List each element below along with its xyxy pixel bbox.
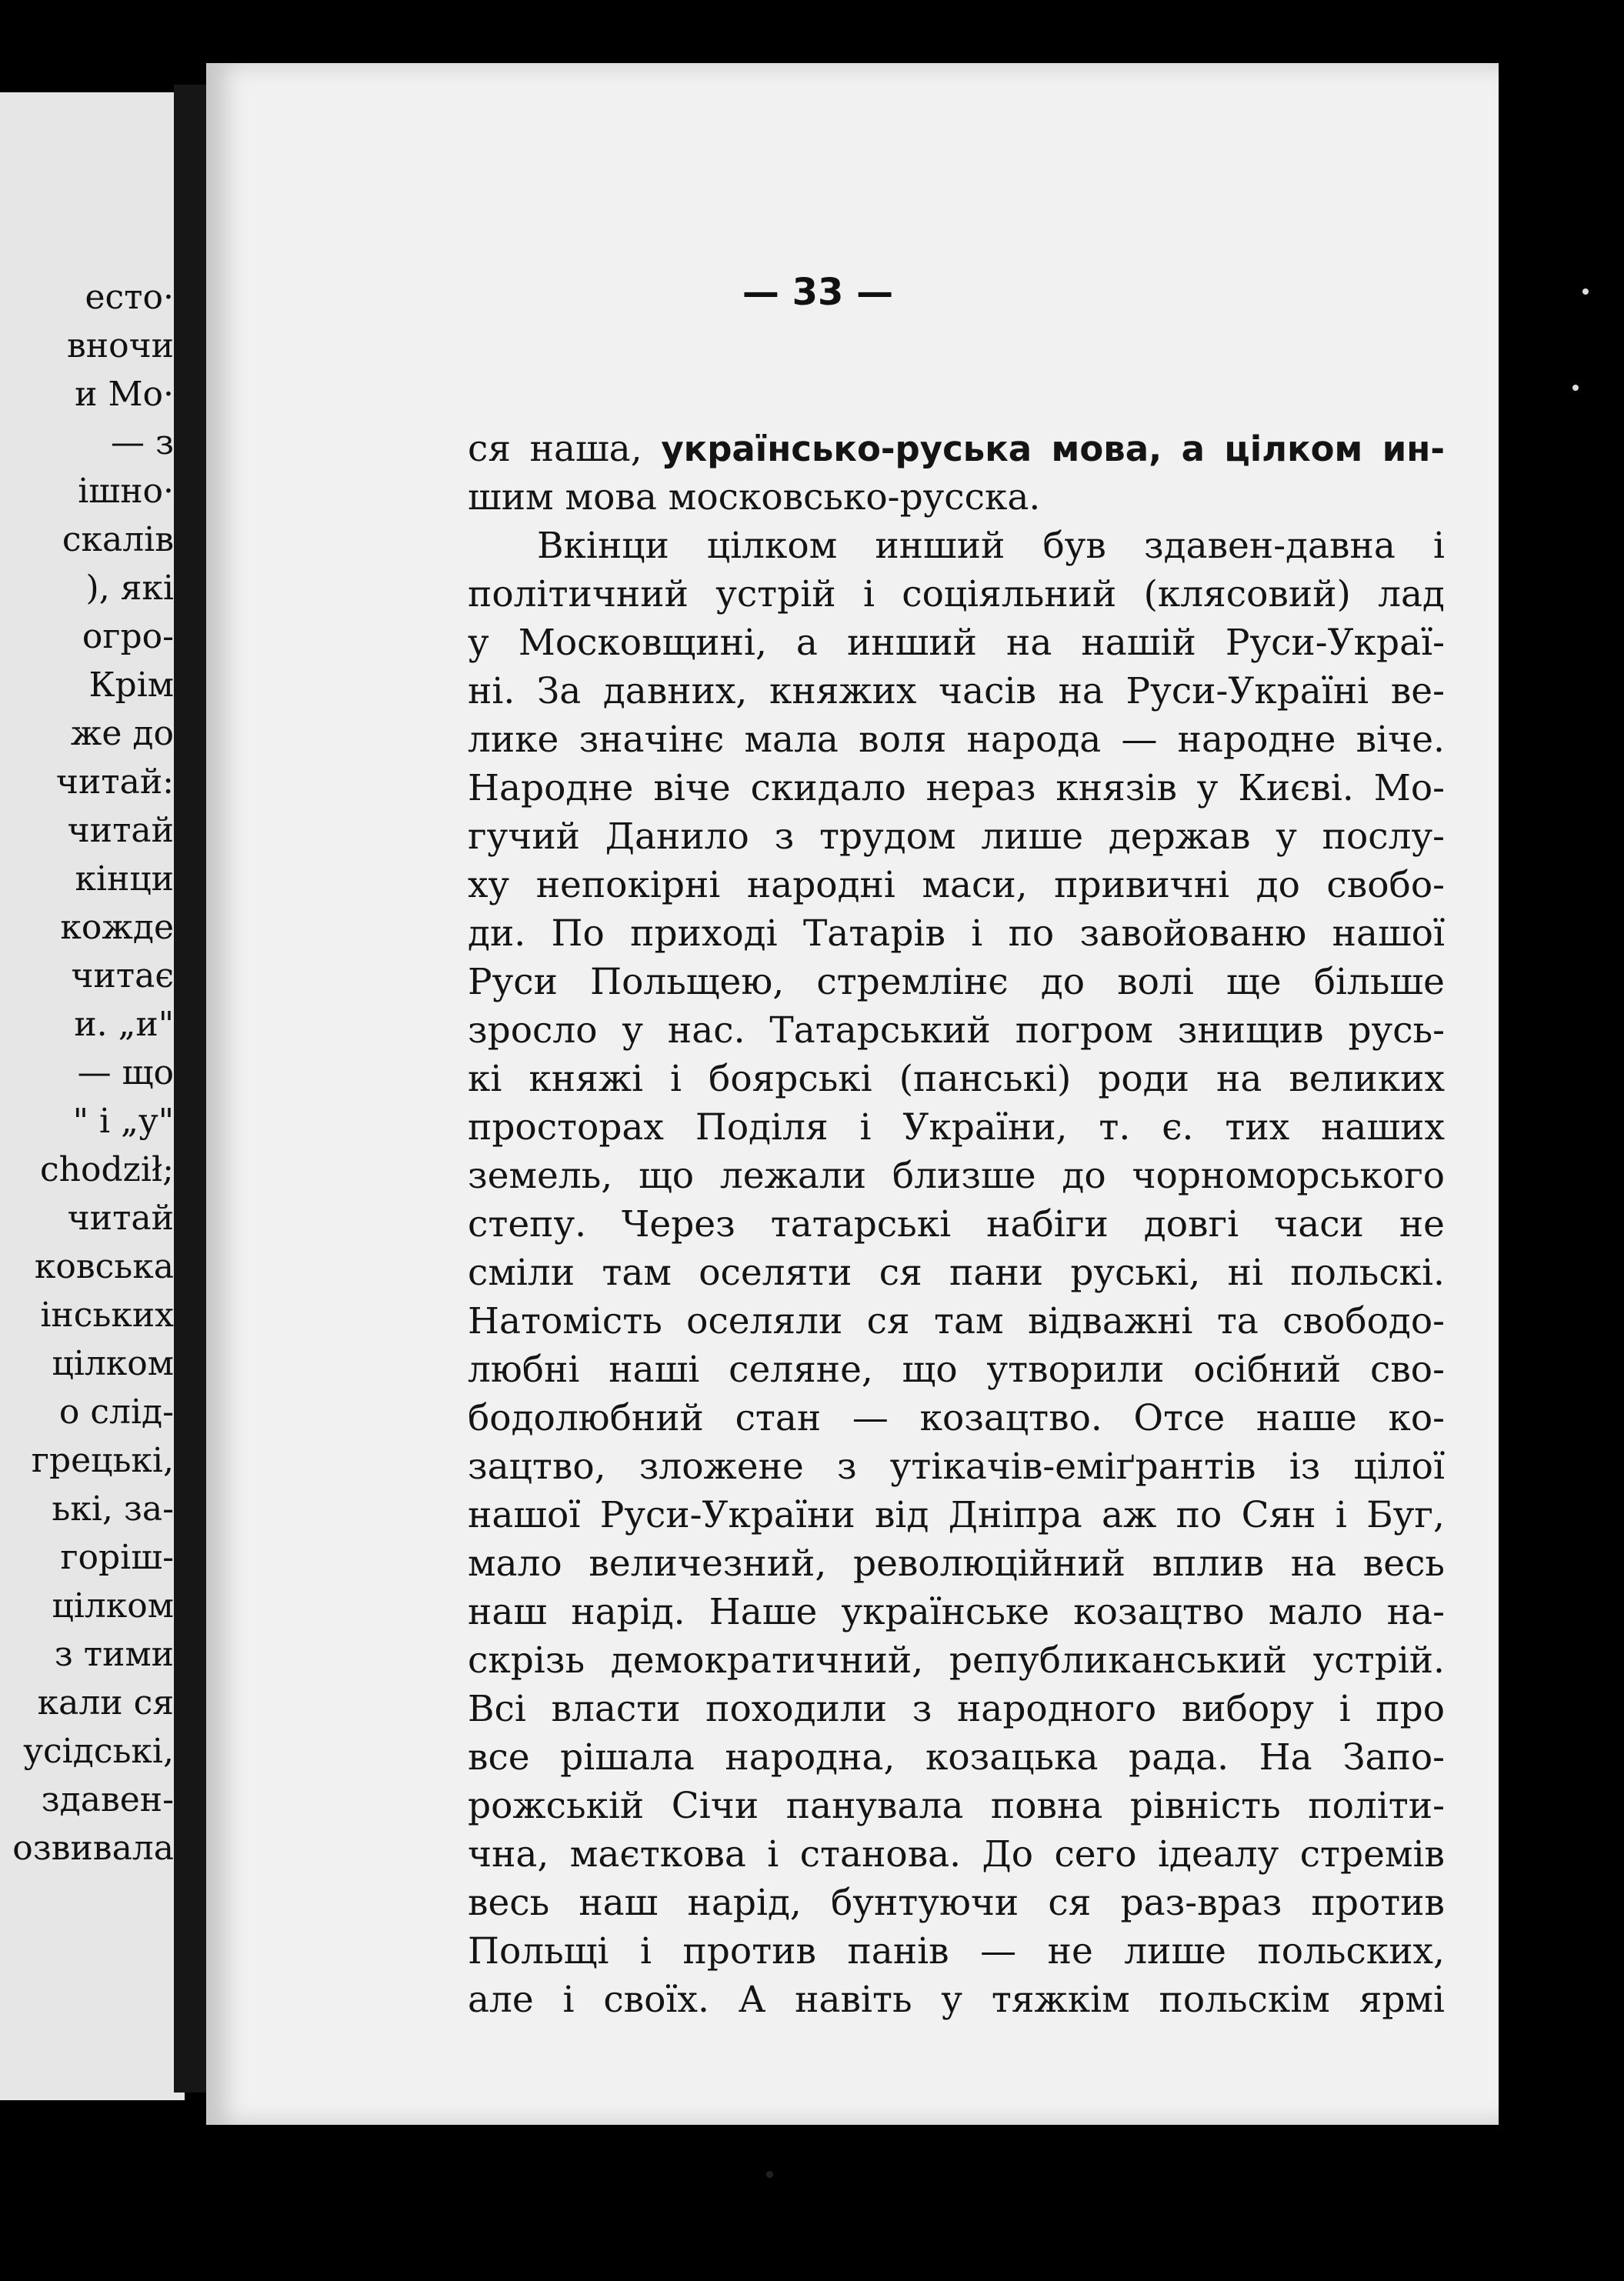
text-line <box>468 1782 1445 1830</box>
text-line-content: рожській Січи панувала повна рівність політи- <box>468 1785 1445 1827</box>
left-page-line-fragment: и Мо· <box>75 375 174 414</box>
page-body-text <box>468 425 1445 2024</box>
text-line <box>468 1830 1445 1879</box>
text-line-content: але і своїх. А навіть у тяжкім польскім ярмі <box>468 1979 1445 2021</box>
left-page-line-fragment: кінци <box>75 859 174 899</box>
left-page-line-fragment: читай: <box>55 762 174 802</box>
text-line <box>468 812 1445 861</box>
text-line-content: любні наші селяне, що утворили осібний сво- <box>468 1349 1445 1391</box>
text-line <box>468 1976 1445 2024</box>
text-line-content: політичний устрій і соціяльний (клясовий) лад <box>468 573 1445 615</box>
page-number: — 33 — <box>742 271 894 314</box>
text-line <box>468 958 1445 1006</box>
text-line <box>468 1249 1445 1297</box>
left-page-line-fragment: скалів <box>62 520 174 559</box>
left-page-line-fragment: читай <box>67 1199 174 1238</box>
left-page-line-fragment: и. „и" <box>74 1005 174 1044</box>
text-line <box>468 1394 1445 1442</box>
speck-dot <box>766 2171 773 2178</box>
left-page-line-fragment: читає <box>71 956 174 995</box>
text-line <box>468 1006 1445 1055</box>
text-line <box>468 1733 1445 1782</box>
text-line <box>468 619 1445 667</box>
text-line <box>468 1297 1445 1346</box>
text-line-content: Натомість оселяли ся там відважні та свободо- <box>468 1300 1445 1342</box>
left-page-line-fragment: огро- <box>82 617 174 656</box>
text-line-content: просторах Поділя і України, т. є. тих наших <box>468 1106 1445 1149</box>
text-line <box>468 1346 1445 1394</box>
left-page-line-fragment: читай <box>67 811 174 850</box>
text-line <box>468 1588 1445 1636</box>
text-line <box>468 1152 1445 1200</box>
text-line-content: чна, маєткова і станова. До сего ідеалу стремів <box>468 1833 1445 1876</box>
left-page-line-fragment: здавен- <box>41 1780 174 1819</box>
left-page-line-fragment: горіш- <box>60 1538 174 1577</box>
left-page-line-fragment: ), які <box>85 569 174 608</box>
left-page-line-fragment: ькі, за- <box>52 1489 174 1529</box>
left-page-edge <box>0 92 185 2100</box>
left-page-line-fragment: цілком <box>52 1586 174 1626</box>
text-line-content: бодолюбний стан — козацтво. Отсе наше ко- <box>468 1397 1445 1439</box>
text-line-content: Польщі і против панів — не лише польских, <box>468 1930 1445 1973</box>
text-line <box>468 570 1445 619</box>
text-line-bold-content: українсько-руська мова, а цілком ин- <box>661 429 1446 469</box>
text-line-content: зросло у нас. Татарський погром знищив руcь- <box>468 1009 1445 1052</box>
left-page-line-fragment: кожде <box>60 908 174 947</box>
text-line-content: все рішала народна, козацька рада. На Запо- <box>468 1736 1445 1779</box>
text-line-content: Всі власти походили з народного вибору і про <box>468 1688 1445 1730</box>
text-line <box>468 1636 1445 1685</box>
text-line <box>468 1685 1445 1733</box>
text-line-content: лике значінє мала воля народа — народне віче. <box>468 719 1445 761</box>
left-page-line-fragment: ecто· <box>85 278 174 317</box>
left-page-line-fragment: о слід- <box>58 1392 174 1432</box>
edge-mark <box>1582 288 1589 295</box>
text-line <box>468 909 1445 958</box>
left-page-line-fragment: Крім <box>88 665 174 705</box>
text-line <box>468 861 1445 909</box>
left-page-line-fragment: інських <box>40 1296 174 1335</box>
text-line-content: шим мова московсько-русска. <box>468 476 1041 519</box>
left-page-line-fragment: грецькі, <box>31 1441 174 1480</box>
text-line <box>468 764 1445 812</box>
text-line <box>468 425 1445 473</box>
text-line <box>468 715 1445 764</box>
text-line-content: гучий Данило з трудом лише держав у послу- <box>468 815 1445 858</box>
text-line-content: зацтво, зложене з утікачів-еміґрантів із цілої <box>468 1446 1445 1488</box>
text-line-content: ху непокірні народні маси, привичні до свобо- <box>468 864 1445 906</box>
text-line <box>468 1103 1445 1152</box>
left-page-line-fragment: цілком <box>52 1344 174 1383</box>
text-line <box>468 1491 1445 1539</box>
text-line <box>468 522 1445 570</box>
left-page-line-fragment: же до <box>70 714 174 753</box>
text-line-content: скрізь демократичний, републиканський устрій. <box>468 1639 1445 1682</box>
text-line <box>468 1927 1445 1976</box>
left-page-line-fragment: chodził; <box>40 1150 174 1189</box>
left-page-line-fragment: вночи <box>66 326 174 365</box>
text-line-content: Народне віче скидало нераз князів у Києві. Мо- <box>468 767 1445 809</box>
text-line <box>468 1442 1445 1491</box>
text-line-content: кі княжі і боярські (панські) роди на великих <box>468 1058 1445 1100</box>
text-line-content: ся наша, <box>468 428 662 470</box>
left-page-line-fragment: озвивала <box>12 1829 174 1868</box>
text-line-content: Руси Польщею, стремлінє до волі ще більше <box>468 961 1445 1003</box>
text-line <box>468 1200 1445 1249</box>
text-line-content: у Московщині, а инший на нашій Руси-Украї- <box>468 622 1445 664</box>
text-line <box>468 1879 1445 1927</box>
left-page-line-fragment: кали ся <box>37 1683 174 1722</box>
left-page-line-fragment: ішно· <box>78 472 174 511</box>
text-line-content: мало величезний, революційний вплив на весь <box>468 1542 1445 1585</box>
left-page-line-fragment: усідські, <box>23 1732 174 1771</box>
text-line-content: сміли там оселяти ся пани руські, ні польскі. <box>468 1252 1445 1294</box>
right-page <box>206 63 1499 2125</box>
text-line-content: степу. Через татарські набіги довгі часи не <box>468 1203 1445 1246</box>
edge-mark <box>1572 385 1579 391</box>
left-page-line-fragment: — з <box>111 423 174 462</box>
text-line <box>468 473 1445 522</box>
text-line <box>468 1539 1445 1588</box>
text-line-content: весь наш нарід, бунтуючи ся раз-враз против <box>468 1882 1445 1924</box>
text-line-content: наш нарід. Наше українське козацтво мало на- <box>468 1591 1445 1633</box>
text-line <box>468 1055 1445 1103</box>
text-line <box>468 667 1445 715</box>
text-line-content: нашої Руси-України від Дніпра аж по Сян і Буг, <box>468 1494 1445 1536</box>
text-line-content: ні. За давних, княжих часів на Руси-Україні ве- <box>468 670 1445 712</box>
left-page-line-fragment: з тими <box>54 1635 174 1674</box>
left-page-line-fragment: ковська <box>34 1247 174 1286</box>
left-page-line-fragment: — що <box>77 1053 174 1092</box>
text-line-content: ди. По приході Татарів і по завойованю нашої <box>468 912 1445 955</box>
text-line-content: земель, що лежали близше до чорноморського <box>468 1155 1445 1197</box>
text-line-content: Вкінци цілком инший був здавен-давна і <box>537 525 1445 567</box>
left-page-line-fragment: " і „у" <box>72 1102 174 1141</box>
